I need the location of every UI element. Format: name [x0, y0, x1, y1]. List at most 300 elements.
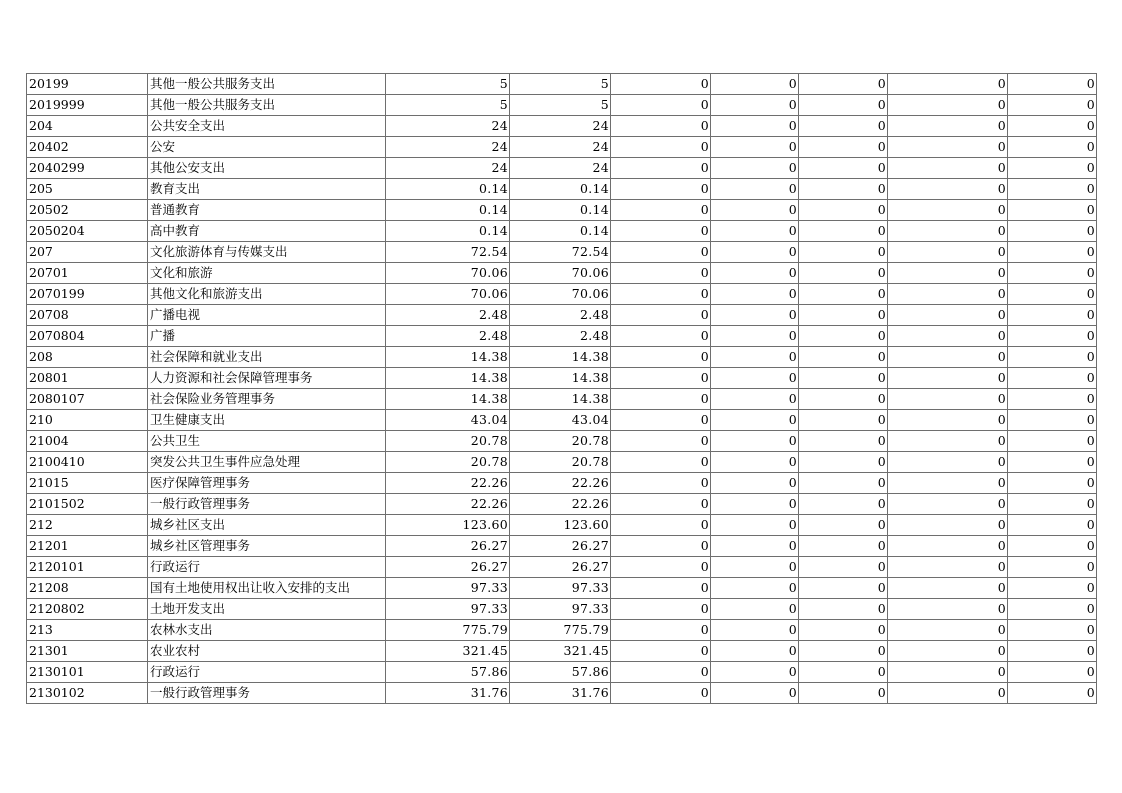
amount-cell: 0 — [799, 389, 888, 410]
amount-cell: 0 — [711, 263, 799, 284]
amount-cell: 20.78 — [386, 431, 510, 452]
amount-cell: 20.78 — [386, 452, 510, 473]
amount-cell: 0 — [888, 662, 1008, 683]
amount-cell: 57.86 — [510, 662, 611, 683]
amount-cell: 0 — [1008, 158, 1097, 179]
amount-cell: 0 — [1008, 452, 1097, 473]
amount-cell: 0 — [888, 74, 1008, 95]
amount-cell: 0 — [711, 389, 799, 410]
amount-cell: 0 — [711, 557, 799, 578]
amount-cell: 0 — [888, 95, 1008, 116]
subject-code-cell: 20502 — [27, 200, 148, 221]
amount-cell: 321.45 — [510, 641, 611, 662]
amount-cell: 0 — [888, 284, 1008, 305]
amount-cell: 0 — [711, 368, 799, 389]
amount-cell: 0 — [711, 179, 799, 200]
amount-cell: 0 — [799, 263, 888, 284]
table-row — [27, 305, 1097, 326]
amount-cell: 0 — [888, 389, 1008, 410]
amount-cell: 0 — [888, 347, 1008, 368]
amount-cell: 0 — [888, 620, 1008, 641]
amount-cell: 97.33 — [510, 599, 611, 620]
amount-cell: 0 — [611, 599, 711, 620]
amount-cell: 22.26 — [510, 494, 611, 515]
table-row — [27, 536, 1097, 557]
table-row — [27, 389, 1097, 410]
subject-code-cell: 204 — [27, 116, 148, 137]
amount-cell: 0 — [1008, 557, 1097, 578]
amount-cell: 0 — [888, 494, 1008, 515]
amount-cell: 97.33 — [386, 578, 510, 599]
amount-cell: 0 — [711, 116, 799, 137]
subject-name-cell: 一般行政管理事务 — [148, 683, 386, 704]
subject-name-cell: 普通教育 — [148, 200, 386, 221]
amount-cell: 0 — [611, 557, 711, 578]
amount-cell: 0 — [611, 263, 711, 284]
subject-code-cell: 20708 — [27, 305, 148, 326]
amount-cell: 0 — [711, 74, 799, 95]
amount-cell: 14.38 — [386, 347, 510, 368]
amount-cell: 0 — [888, 263, 1008, 284]
amount-cell: 5 — [510, 74, 611, 95]
amount-cell: 0 — [611, 137, 711, 158]
amount-cell: 0 — [1008, 179, 1097, 200]
amount-cell: 0 — [799, 410, 888, 431]
subject-name-cell: 高中教育 — [148, 221, 386, 242]
subject-code-cell: 21004 — [27, 431, 148, 452]
amount-cell: 0 — [711, 200, 799, 221]
subject-code-cell: 205 — [27, 179, 148, 200]
amount-cell: 0 — [711, 221, 799, 242]
amount-cell: 0 — [711, 683, 799, 704]
amount-cell: 0 — [711, 284, 799, 305]
amount-cell: 0 — [888, 200, 1008, 221]
amount-cell: 0 — [711, 95, 799, 116]
table-row — [27, 347, 1097, 368]
amount-cell: 0 — [1008, 347, 1097, 368]
amount-cell: 0 — [1008, 683, 1097, 704]
amount-cell: 0 — [611, 305, 711, 326]
amount-cell: 123.60 — [386, 515, 510, 536]
subject-name-cell: 其他文化和旅游支出 — [148, 284, 386, 305]
subject-name-cell: 公共安全支出 — [148, 116, 386, 137]
amount-cell: 0 — [611, 473, 711, 494]
subject-code-cell: 20801 — [27, 368, 148, 389]
amount-cell: 0.14 — [386, 221, 510, 242]
table-row — [27, 641, 1097, 662]
subject-code-cell: 2120802 — [27, 599, 148, 620]
subject-code-cell: 2040299 — [27, 158, 148, 179]
amount-cell: 0 — [888, 683, 1008, 704]
amount-cell: 0 — [711, 620, 799, 641]
amount-cell: 0 — [711, 137, 799, 158]
amount-cell: 0.14 — [510, 221, 611, 242]
table-row — [27, 326, 1097, 347]
amount-cell: 0 — [611, 221, 711, 242]
table-row — [27, 158, 1097, 179]
amount-cell: 0 — [888, 431, 1008, 452]
amount-cell: 24 — [386, 116, 510, 137]
subject-name-cell: 文化旅游体育与传媒支出 — [148, 242, 386, 263]
amount-cell: 0 — [711, 410, 799, 431]
amount-cell: 0 — [888, 536, 1008, 557]
amount-cell: 0 — [888, 473, 1008, 494]
amount-cell: 24 — [510, 137, 611, 158]
amount-cell: 0 — [888, 158, 1008, 179]
amount-cell: 22.26 — [386, 494, 510, 515]
amount-cell: 0 — [1008, 284, 1097, 305]
table-row — [27, 179, 1097, 200]
amount-cell: 0 — [711, 473, 799, 494]
subject-name-cell: 广播电视 — [148, 305, 386, 326]
amount-cell: 0 — [611, 494, 711, 515]
amount-cell: 24 — [510, 116, 611, 137]
table-row — [27, 242, 1097, 263]
amount-cell: 0 — [1008, 536, 1097, 557]
amount-cell: 24 — [386, 137, 510, 158]
amount-cell: 0 — [1008, 200, 1097, 221]
amount-cell: 0 — [1008, 641, 1097, 662]
amount-cell: 0 — [888, 599, 1008, 620]
amount-cell: 0 — [888, 557, 1008, 578]
amount-cell: 0 — [888, 578, 1008, 599]
amount-cell: 0 — [611, 410, 711, 431]
amount-cell: 0 — [711, 641, 799, 662]
amount-cell: 0 — [1008, 263, 1097, 284]
amount-cell: 0 — [1008, 410, 1097, 431]
amount-cell: 0 — [1008, 305, 1097, 326]
table-row — [27, 200, 1097, 221]
amount-cell: 0 — [799, 620, 888, 641]
amount-cell: 0 — [799, 599, 888, 620]
amount-cell: 0 — [711, 305, 799, 326]
table-row — [27, 494, 1097, 515]
table-row — [27, 452, 1097, 473]
amount-cell: 0 — [611, 683, 711, 704]
amount-cell: 0 — [799, 179, 888, 200]
amount-cell: 26.27 — [386, 536, 510, 557]
table-row — [27, 473, 1097, 494]
amount-cell: 0 — [711, 536, 799, 557]
subject-code-cell: 2070199 — [27, 284, 148, 305]
amount-cell: 0 — [1008, 389, 1097, 410]
subject-code-cell: 210 — [27, 410, 148, 431]
subject-name-cell: 其他一般公共服务支出 — [148, 74, 386, 95]
amount-cell: 0 — [888, 221, 1008, 242]
amount-cell: 0 — [611, 347, 711, 368]
amount-cell: 0 — [799, 200, 888, 221]
subject-name-cell: 城乡社区支出 — [148, 515, 386, 536]
amount-cell: 0 — [1008, 242, 1097, 263]
amount-cell: 0 — [711, 578, 799, 599]
amount-cell: 775.79 — [386, 620, 510, 641]
amount-cell: 0 — [711, 599, 799, 620]
amount-cell: 0 — [611, 641, 711, 662]
amount-cell: 0 — [888, 515, 1008, 536]
amount-cell: 0 — [611, 515, 711, 536]
subject-name-cell: 国有土地使用权出让收入安排的支出 — [148, 578, 386, 599]
amount-cell: 2.48 — [386, 326, 510, 347]
subject-code-cell: 208 — [27, 347, 148, 368]
amount-cell: 14.38 — [510, 347, 611, 368]
subject-code-cell: 21015 — [27, 473, 148, 494]
table-row — [27, 95, 1097, 116]
subject-code-cell: 213 — [27, 620, 148, 641]
subject-name-cell: 社会保障和就业支出 — [148, 347, 386, 368]
amount-cell: 0 — [611, 662, 711, 683]
amount-cell: 70.06 — [386, 284, 510, 305]
amount-cell: 43.04 — [386, 410, 510, 431]
subject-code-cell: 21301 — [27, 641, 148, 662]
amount-cell: 0 — [799, 515, 888, 536]
amount-cell: 0 — [611, 242, 711, 263]
amount-cell: 0 — [1008, 95, 1097, 116]
subject-name-cell: 文化和旅游 — [148, 263, 386, 284]
amount-cell: 72.54 — [386, 242, 510, 263]
amount-cell: 0 — [611, 389, 711, 410]
amount-cell: 0 — [1008, 599, 1097, 620]
amount-cell: 0 — [611, 326, 711, 347]
amount-cell: 0 — [799, 242, 888, 263]
amount-cell: 0 — [611, 179, 711, 200]
subject-code-cell: 2050204 — [27, 221, 148, 242]
subject-code-cell: 2019999 — [27, 95, 148, 116]
amount-cell: 0 — [611, 452, 711, 473]
amount-cell: 0 — [888, 368, 1008, 389]
amount-cell: 0 — [1008, 368, 1097, 389]
amount-cell: 0 — [611, 578, 711, 599]
table-row — [27, 662, 1097, 683]
amount-cell: 0 — [1008, 431, 1097, 452]
amount-cell: 24 — [510, 158, 611, 179]
subject-name-cell: 一般行政管理事务 — [148, 494, 386, 515]
amount-cell: 0 — [1008, 137, 1097, 158]
subject-code-cell: 2101502 — [27, 494, 148, 515]
amount-cell: 0 — [611, 536, 711, 557]
table-row — [27, 578, 1097, 599]
amount-cell: 0 — [799, 368, 888, 389]
subject-name-cell: 行政运行 — [148, 662, 386, 683]
amount-cell: 0 — [1008, 473, 1097, 494]
subject-code-cell: 20402 — [27, 137, 148, 158]
amount-cell: 0.14 — [386, 200, 510, 221]
subject-name-cell: 教育支出 — [148, 179, 386, 200]
amount-cell: 14.38 — [386, 368, 510, 389]
amount-cell: 0 — [611, 74, 711, 95]
subject-code-cell: 2120101 — [27, 557, 148, 578]
table-row — [27, 557, 1097, 578]
amount-cell: 20.78 — [510, 452, 611, 473]
amount-cell: 0 — [799, 578, 888, 599]
amount-cell: 0 — [888, 326, 1008, 347]
amount-cell: 5 — [510, 95, 611, 116]
table-row — [27, 137, 1097, 158]
amount-cell: 0 — [799, 452, 888, 473]
amount-cell: 57.86 — [386, 662, 510, 683]
amount-cell: 0 — [799, 347, 888, 368]
amount-cell: 0 — [711, 515, 799, 536]
amount-cell: 2.48 — [510, 305, 611, 326]
amount-cell: 0 — [799, 284, 888, 305]
amount-cell: 70.06 — [510, 263, 611, 284]
subject-name-cell: 行政运行 — [148, 557, 386, 578]
amount-cell: 70.06 — [510, 284, 611, 305]
amount-cell: 0 — [888, 305, 1008, 326]
subject-code-cell: 212 — [27, 515, 148, 536]
amount-cell: 0 — [611, 116, 711, 137]
amount-cell: 0.14 — [386, 179, 510, 200]
table-row — [27, 263, 1097, 284]
amount-cell: 0 — [711, 158, 799, 179]
amount-cell: 26.27 — [386, 557, 510, 578]
amount-cell: 0 — [1008, 326, 1097, 347]
table-body — [27, 74, 1097, 704]
amount-cell: 0 — [799, 221, 888, 242]
amount-cell: 0 — [799, 137, 888, 158]
subject-name-cell: 农业农村 — [148, 641, 386, 662]
table-row — [27, 116, 1097, 137]
amount-cell: 0 — [711, 242, 799, 263]
amount-cell: 0 — [711, 347, 799, 368]
table-row — [27, 683, 1097, 704]
subject-name-cell: 公安 — [148, 137, 386, 158]
table-row — [27, 221, 1097, 242]
amount-cell: 22.26 — [386, 473, 510, 494]
amount-cell: 0.14 — [510, 179, 611, 200]
amount-cell: 5 — [386, 95, 510, 116]
amount-cell: 14.38 — [510, 368, 611, 389]
amount-cell: 0 — [1008, 221, 1097, 242]
amount-cell: 0 — [799, 557, 888, 578]
amount-cell: 0 — [799, 662, 888, 683]
table-row — [27, 599, 1097, 620]
amount-cell: 0 — [711, 452, 799, 473]
subject-name-cell: 公共卫生 — [148, 431, 386, 452]
subject-code-cell: 2130101 — [27, 662, 148, 683]
amount-cell: 5 — [386, 74, 510, 95]
amount-cell: 72.54 — [510, 242, 611, 263]
amount-cell: 321.45 — [386, 641, 510, 662]
amount-cell: 24 — [386, 158, 510, 179]
amount-cell: 0 — [799, 95, 888, 116]
amount-cell: 0 — [711, 326, 799, 347]
amount-cell: 0 — [1008, 116, 1097, 137]
table-row — [27, 74, 1097, 95]
subject-name-cell: 其他一般公共服务支出 — [148, 95, 386, 116]
amount-cell: 0 — [799, 683, 888, 704]
amount-cell: 2.48 — [386, 305, 510, 326]
subject-name-cell: 广播 — [148, 326, 386, 347]
amount-cell: 0 — [1008, 620, 1097, 641]
subject-code-cell: 21208 — [27, 578, 148, 599]
amount-cell: 26.27 — [510, 557, 611, 578]
amount-cell: 70.06 — [386, 263, 510, 284]
subject-name-cell: 农林水支出 — [148, 620, 386, 641]
amount-cell: 0 — [1008, 515, 1097, 536]
amount-cell: 0 — [888, 137, 1008, 158]
subject-name-cell: 突发公共卫生事件应急处理 — [148, 452, 386, 473]
subject-code-cell: 2080107 — [27, 389, 148, 410]
amount-cell: 31.76 — [386, 683, 510, 704]
amount-cell: 123.60 — [510, 515, 611, 536]
amount-cell: 22.26 — [510, 473, 611, 494]
amount-cell: 0 — [711, 662, 799, 683]
table-row — [27, 284, 1097, 305]
amount-cell: 0 — [1008, 494, 1097, 515]
amount-cell: 0 — [799, 158, 888, 179]
amount-cell: 0 — [888, 410, 1008, 431]
amount-cell: 0 — [799, 326, 888, 347]
subject-name-cell: 医疗保障管理事务 — [148, 473, 386, 494]
amount-cell: 0 — [611, 158, 711, 179]
amount-cell: 0 — [711, 494, 799, 515]
amount-cell: 0 — [799, 494, 888, 515]
amount-cell: 14.38 — [386, 389, 510, 410]
amount-cell: 2.48 — [510, 326, 611, 347]
amount-cell: 14.38 — [510, 389, 611, 410]
amount-cell: 0 — [888, 452, 1008, 473]
amount-cell: 26.27 — [510, 536, 611, 557]
amount-cell: 0 — [611, 200, 711, 221]
subject-name-cell: 城乡社区管理事务 — [148, 536, 386, 557]
amount-cell: 0 — [611, 95, 711, 116]
expenditure-table — [26, 73, 1097, 704]
table-row — [27, 431, 1097, 452]
amount-cell: 0 — [1008, 662, 1097, 683]
subject-code-cell: 207 — [27, 242, 148, 263]
amount-cell: 0 — [888, 116, 1008, 137]
amount-cell: 97.33 — [386, 599, 510, 620]
amount-cell: 20.78 — [510, 431, 611, 452]
subject-code-cell: 21201 — [27, 536, 148, 557]
amount-cell: 0 — [611, 284, 711, 305]
amount-cell: 0 — [611, 620, 711, 641]
subject-name-cell: 卫生健康支出 — [148, 410, 386, 431]
subject-code-cell: 20701 — [27, 263, 148, 284]
table-row — [27, 620, 1097, 641]
subject-code-cell: 2100410 — [27, 452, 148, 473]
amount-cell: 0 — [611, 431, 711, 452]
amount-cell: 0 — [888, 641, 1008, 662]
amount-cell: 0 — [888, 179, 1008, 200]
table-row — [27, 368, 1097, 389]
subject-name-cell: 社会保险业务管理事务 — [148, 389, 386, 410]
amount-cell: 0 — [799, 536, 888, 557]
amount-cell: 775.79 — [510, 620, 611, 641]
subject-name-cell: 土地开发支出 — [148, 599, 386, 620]
amount-cell: 97.33 — [510, 578, 611, 599]
amount-cell: 0 — [711, 431, 799, 452]
amount-cell: 0.14 — [510, 200, 611, 221]
subject-name-cell: 其他公安支出 — [148, 158, 386, 179]
amount-cell: 0 — [611, 368, 711, 389]
table-row — [27, 410, 1097, 431]
subject-code-cell: 2070804 — [27, 326, 148, 347]
amount-cell: 0 — [799, 431, 888, 452]
subject-name-cell: 人力资源和社会保障管理事务 — [148, 368, 386, 389]
amount-cell: 43.04 — [510, 410, 611, 431]
amount-cell: 0 — [799, 473, 888, 494]
amount-cell: 0 — [799, 116, 888, 137]
table-row — [27, 515, 1097, 536]
amount-cell: 0 — [799, 641, 888, 662]
amount-cell: 31.76 — [510, 683, 611, 704]
amount-cell: 0 — [1008, 578, 1097, 599]
subject-code-cell: 20199 — [27, 74, 148, 95]
amount-cell: 0 — [799, 305, 888, 326]
subject-code-cell: 2130102 — [27, 683, 148, 704]
amount-cell: 0 — [888, 242, 1008, 263]
